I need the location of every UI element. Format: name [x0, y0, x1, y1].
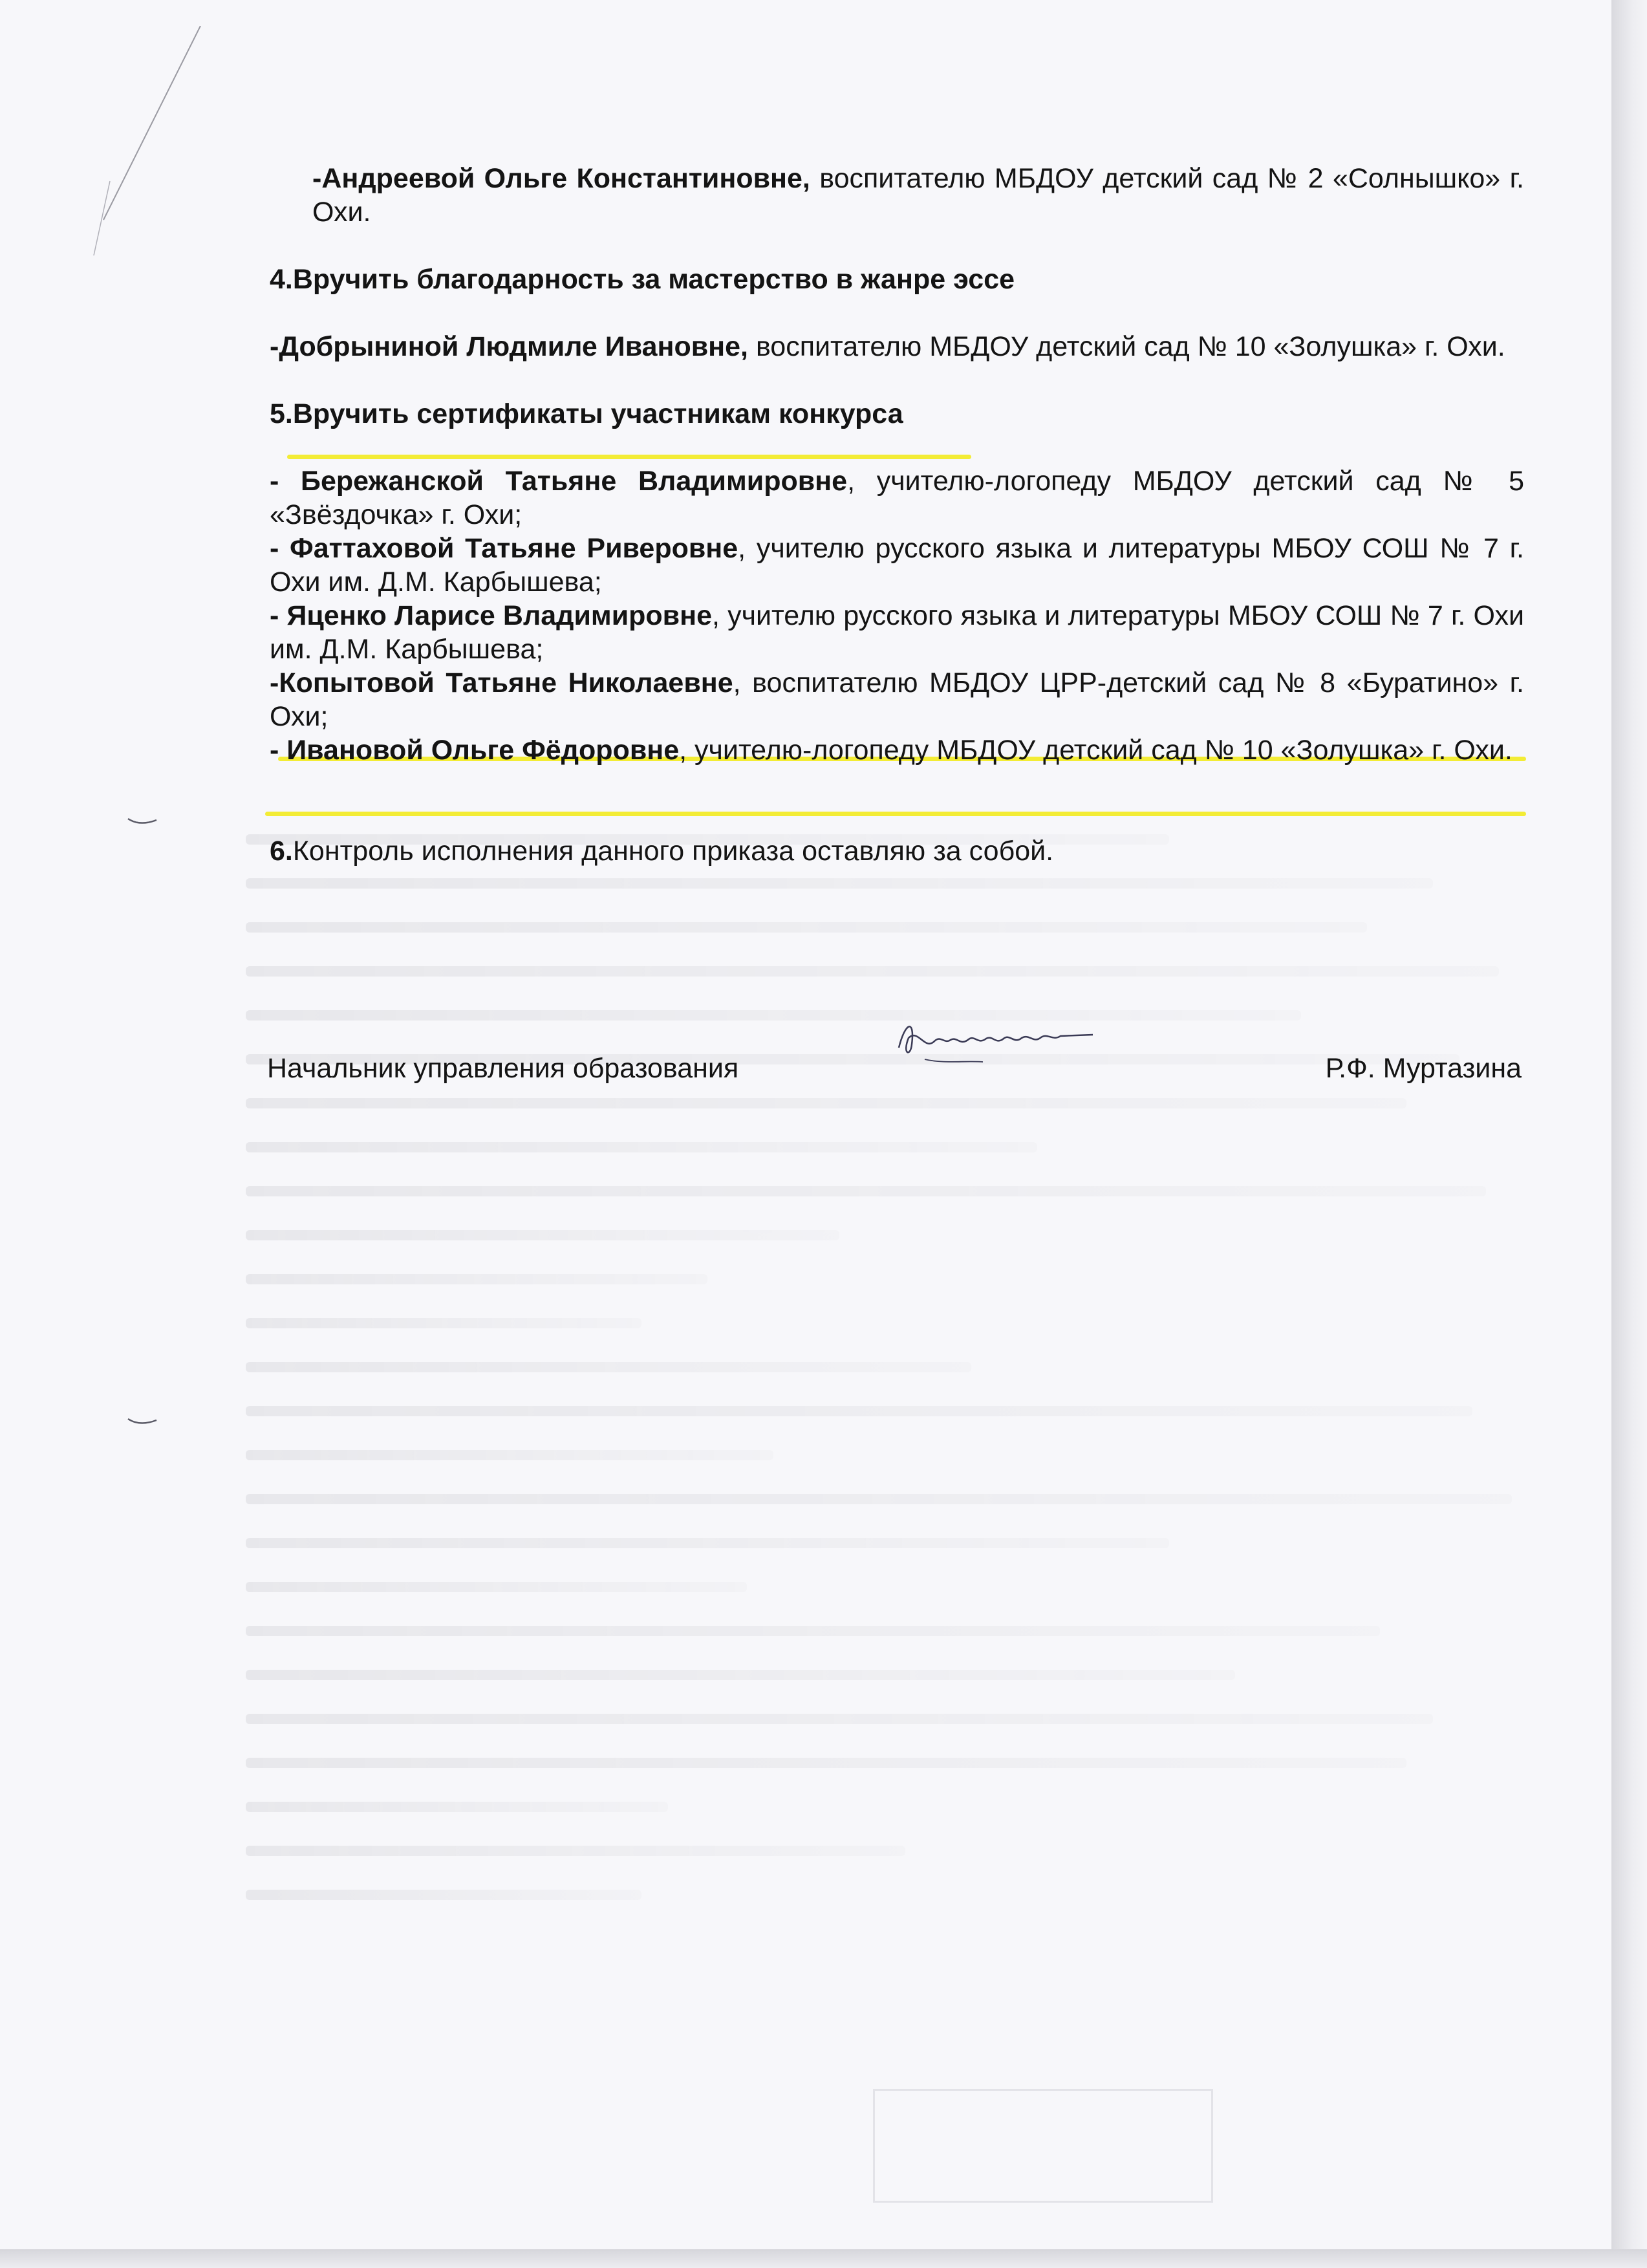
section-5-heading: 5.Вручить сертификаты участникам конкурса — [270, 398, 903, 429]
person-name: - Бережанской Татьяне Владимировне — [270, 466, 848, 497]
person-position: , учителю русского языка и литературы МБОУ СОШ № 7 г. Охи им. Д.М. Карбышева; — [270, 533, 1524, 598]
participant-item — [270, 599, 1524, 666]
person-name: - Яценко Ларисе Владимировне — [270, 600, 712, 631]
person-position: воспитателю МБДОУ детский сад № 2 «Солнышко» г. Охи. — [312, 163, 1524, 228]
person-position: , учителю-логопеду МБДОУ детский сад № 5 «Звёздочка» г. Охи; — [270, 466, 1525, 530]
person-name: - Фаттаховой Татьяне Риверовне — [270, 533, 738, 564]
scan-edge-right — [1611, 0, 1647, 2268]
award-item-dobrynina — [270, 330, 1524, 363]
margin-punch-mark — [127, 816, 158, 826]
fold-crease-mark — [91, 26, 207, 259]
bleed-through-stamp — [873, 2089, 1213, 2203]
person-position: , учителю-логопеду МБДОУ детский сад № 10 «Золушка» г. Охи. — [679, 735, 1512, 766]
signatory-position: Начальник управления образования — [267, 1053, 739, 1084]
person-position: , учителю русского языка и литературы МБОУ СОШ № 7 г. Охи им. Д.М. Карбышева; — [270, 600, 1524, 665]
order-body — [270, 162, 1524, 868]
person-name: - Ивановой Ольге Фёдоровне — [270, 735, 680, 766]
scan-edge-bottom — [0, 2249, 1647, 2268]
participant-item — [270, 733, 1524, 767]
participant-item — [270, 464, 1524, 532]
person-name: -Андреевой Ольге Константиновне, — [312, 163, 810, 194]
signature-block — [267, 1053, 1522, 1111]
margin-punch-mark — [127, 1416, 158, 1427]
section-4-heading: 4.Вручить благодарность за мастерство в жанре эссе — [270, 264, 1015, 295]
section-6-text: Контроль исполнения данного приказа оставляю за собой. — [292, 836, 1054, 867]
award-item-andreeva — [270, 162, 1524, 229]
participant-item — [270, 532, 1524, 599]
signatory-name: Р.Ф. Муртазина — [1325, 1053, 1522, 1084]
participant-item — [270, 666, 1524, 733]
section-6-number: 6. — [270, 836, 293, 867]
section-6 — [270, 834, 1524, 868]
person-name: -Копытовой Татьяне Николаевне — [270, 667, 733, 698]
person-position: , воспитателю МБДОУ ЦРР-детский сад № 8 «Буратино» г. Охи; — [270, 667, 1524, 732]
person-name: -Добрыниной Людмиле Ивановне, — [270, 331, 748, 362]
person-position: воспитателю МБДОУ детский сад № 10 «Золушка» г. Охи. — [748, 331, 1505, 362]
